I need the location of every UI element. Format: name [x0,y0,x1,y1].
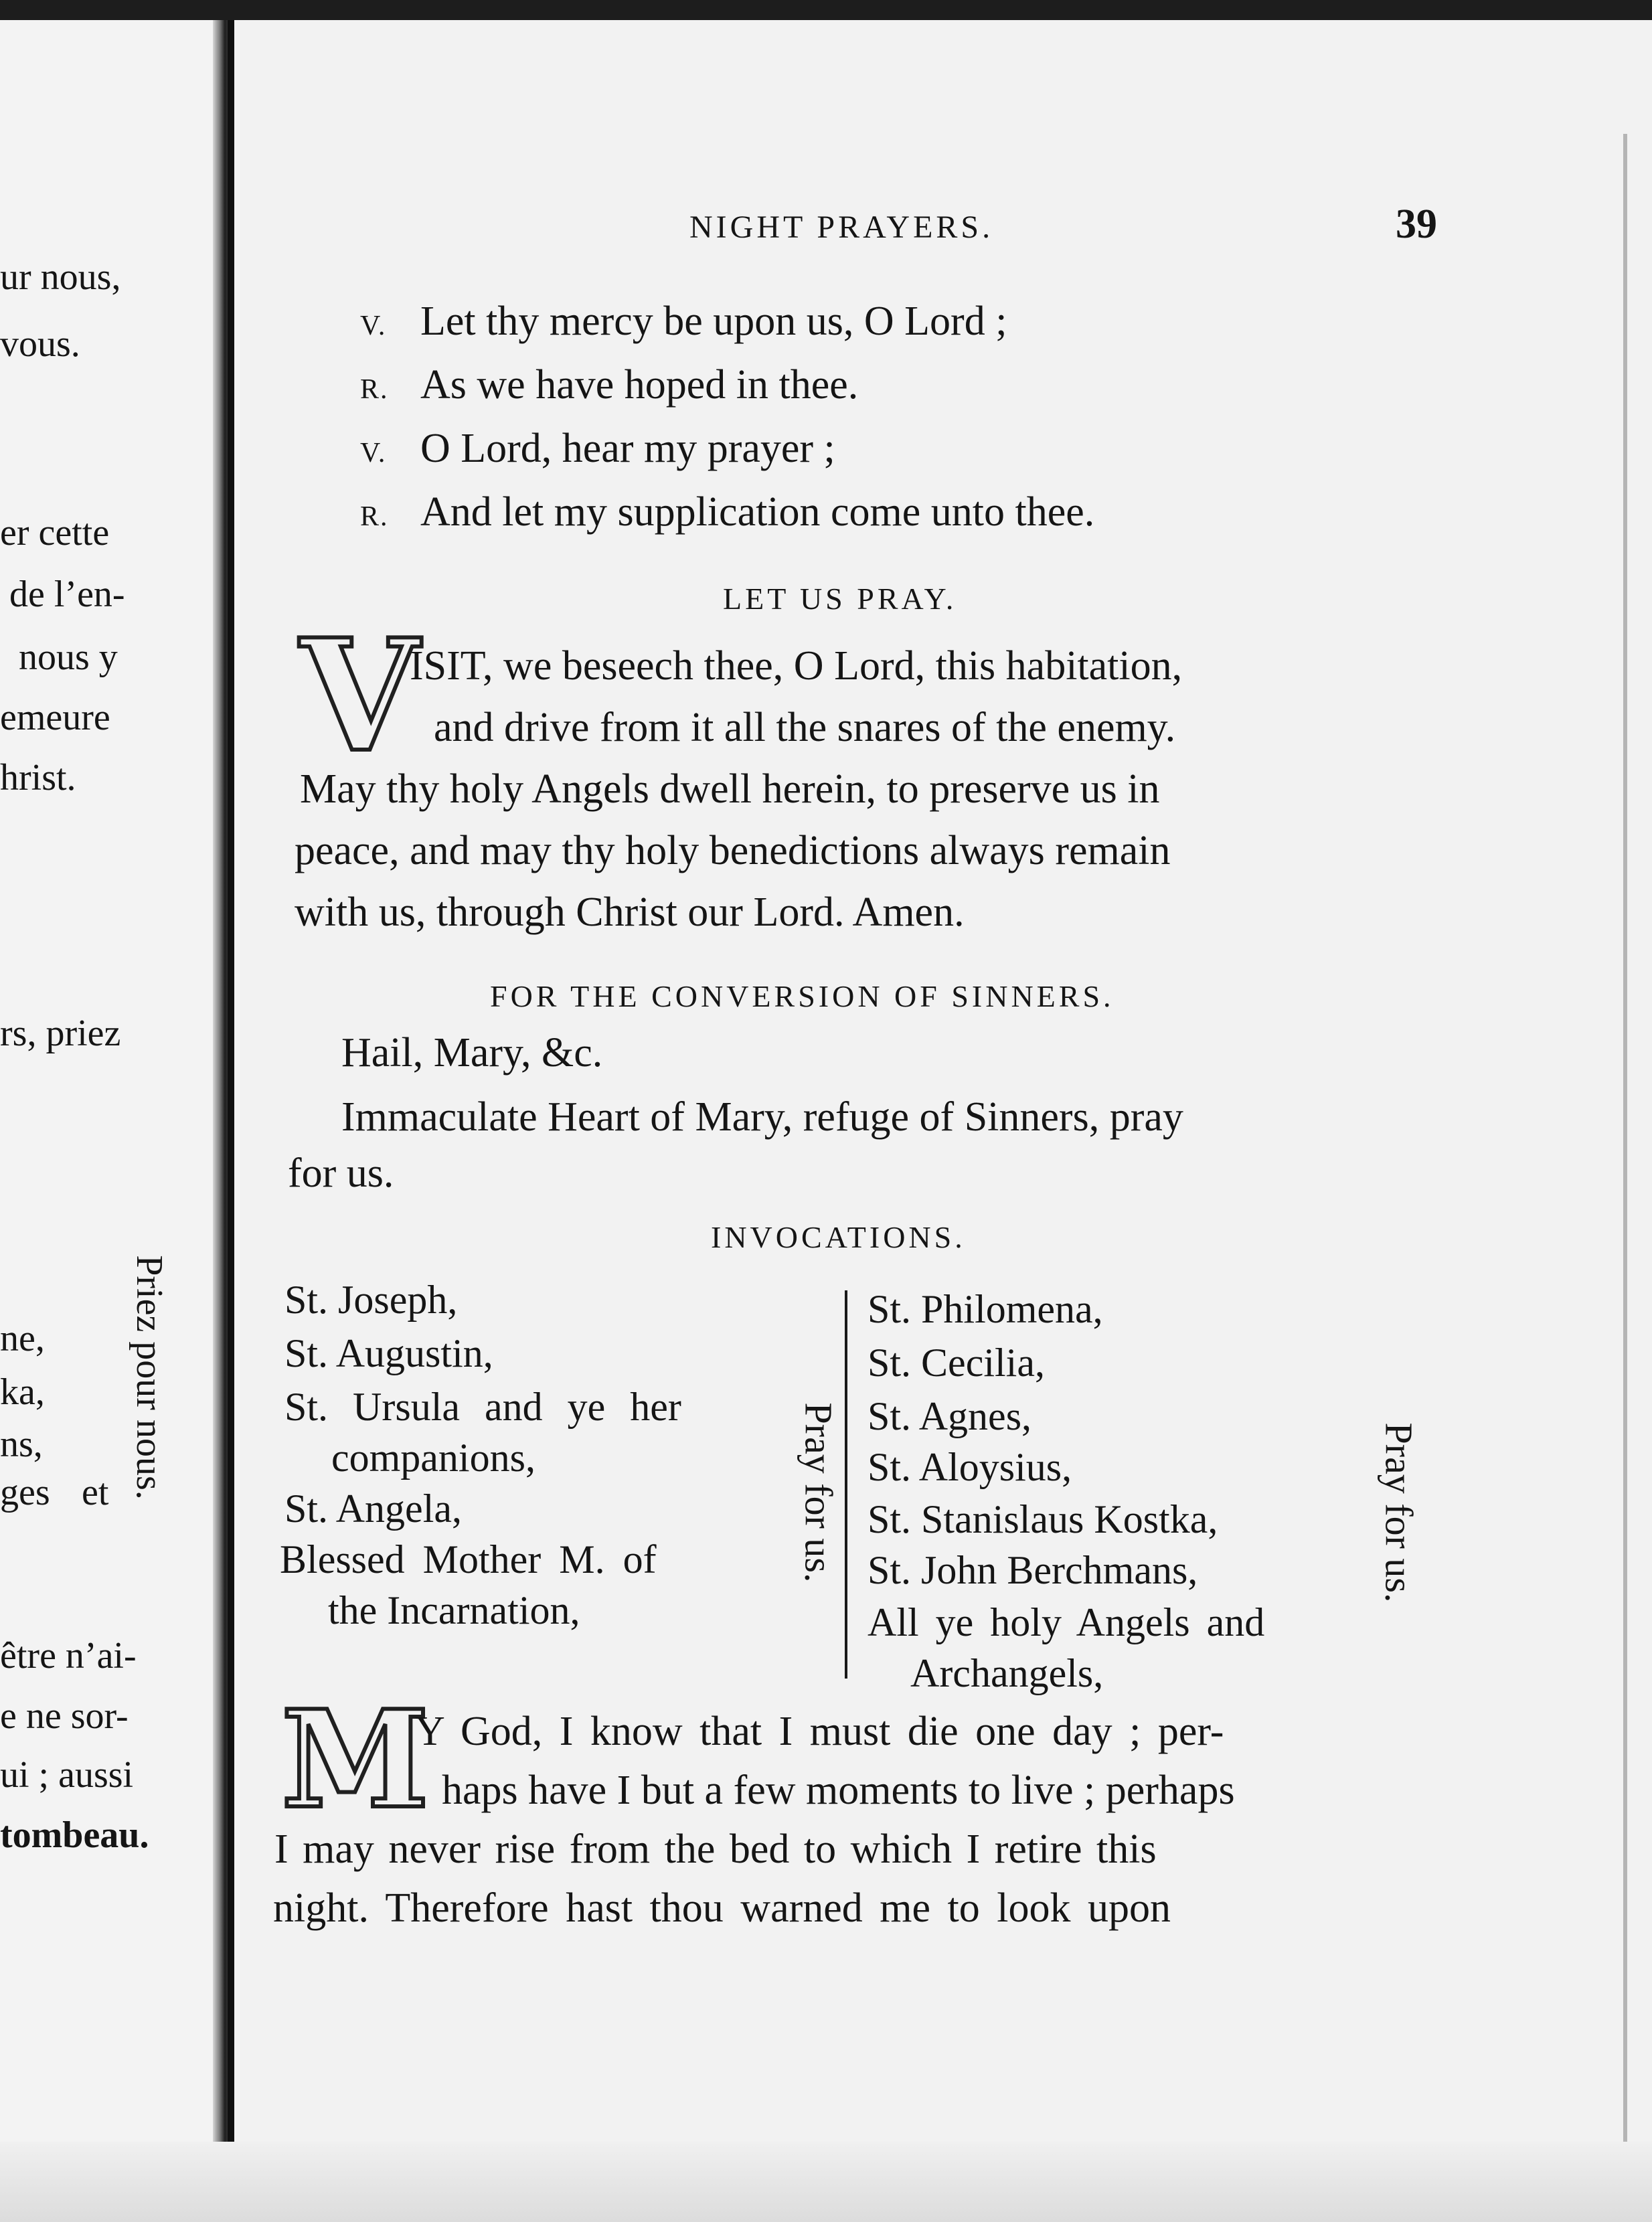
prayer-line: haps have I but a few moments to live ; perhaps [442,1768,1235,1813]
left-fragment-line: ur nous, [0,256,121,298]
prayer-line: ISIT, we beseech thee, O Lord, this habitation, [410,643,1183,689]
prayer-line: with us, through Christ our Lord. Amen. [295,889,965,935]
left-vertical-label [119,1210,179,1545]
left-fragment-line: et [82,1472,109,1513]
prayer-line: Hail, Mary, &c. [341,1030,603,1076]
scan-top-edge [0,0,1652,20]
left-fragment-line: tombeau. [0,1814,149,1856]
left-fragment-line: hrist. [0,757,76,798]
pray-for-us-label: Pray for us. [797,1402,841,1583]
page-number: 39 [1396,201,1437,247]
versicle-line [360,298,1007,345]
invocation-item: St. John Berchmans, [868,1548,1198,1592]
invocation-item: Archangels, [910,1651,1104,1695]
running-head: NIGHT PRAYERS. [689,209,994,245]
prayer-line: I may never rise from the bed to which I retire this [274,1826,1157,1872]
left-column-pray-label [795,1352,842,1633]
left-vertical-label-text: Priez pour nous. [129,1255,170,1500]
response-mark: R. [360,374,389,405]
dropcap-v: V [300,606,420,786]
left-fragment-line: emeure [0,697,110,738]
prayer-line: peace, and may thy holy benedictions always remain [295,828,1171,873]
section-heading-invocations: INVOCATIONS. [711,1220,966,1254]
prayer-line: and drive from it all the snares of the enemy. [434,705,1176,750]
invocation-item: St. Angela, [284,1486,462,1531]
response-mark: R. [360,501,389,532]
versicle-line [360,425,835,473]
invocation-item: St. Joseph, [284,1278,458,1322]
left-fragment-line: ne, [0,1318,45,1359]
prayer-line: Immaculate Heart of Mary, refuge of Sinners, pray [341,1094,1183,1140]
prayer-line: Y God, I know that I must die one day ; per- [415,1709,1224,1754]
invocation-item: St. Stanislaus Kostka, [868,1497,1218,1541]
response-line [360,361,858,409]
invocation-item: St. Cecilia, [868,1341,1045,1385]
left-fragment-line: e ne sor- [0,1695,129,1737]
left-fragment-line: ka, [0,1371,45,1413]
left-fragment-line: ns, [0,1424,43,1465]
invocation-item: St. Philomena, [868,1287,1103,1331]
left-fragment-line: ui ; aussi [0,1754,134,1796]
pray-for-us-label: Pray for us. [1377,1422,1421,1603]
left-fragment-line: vous. [0,323,80,365]
prayer-line: for us. [288,1150,394,1196]
response-text: As we have hoped in thee. [420,362,859,408]
right-column-pray-label [1376,1372,1422,1653]
prayer-line: May thy holy Angels dwell herein, to preserve us in [300,766,1160,812]
versicle-mark: V. [360,438,387,468]
left-fragment-line: ges [0,1472,50,1513]
page-right-edge [1623,134,1627,2209]
left-fragment-line: er cette [0,512,110,553]
section-heading-conversion: FOR THE CONVERSION OF SINNERS. [490,979,1114,1013]
invocation-item: St. Aloysius, [868,1445,1072,1489]
versicle-text: Let thy mercy be upon us, O Lord ; [420,298,1007,344]
left-fragment-line: nous y [19,636,118,678]
column-divider [845,1290,847,1679]
invocation-item: St. Augustin, [284,1331,493,1375]
response-text: And let my supplication come unto thee. [420,489,1095,535]
response-line [360,489,1094,536]
invocation-item: St. Ursula and ye her [284,1385,681,1429]
versicle-mark: V. [360,311,387,341]
dropcap-m: M [281,1681,430,1839]
left-fragment-line: rs, priez [0,1013,121,1054]
versicle-text: O Lord, hear my prayer ; [420,426,835,471]
page-edge-shadow [228,20,234,2222]
invocation-item: St. Agnes, [868,1394,1032,1438]
invocation-item: All ye holy Angels and [868,1600,1265,1644]
left-fragment-line: être n’ai- [0,1635,137,1677]
invocation-item: companions, [331,1436,535,1480]
section-heading-let-us-pray: LET US PRAY. [723,582,957,616]
left-fragment-line: de l’en- [9,574,125,615]
invocation-item: Blessed Mother M. of [280,1537,657,1582]
prayer-line: night. Therefore hast thou warned me to look upon [273,1885,1171,1931]
page-bottom-shade [0,2142,1652,2222]
invocation-item: the Incarnation, [328,1588,580,1632]
